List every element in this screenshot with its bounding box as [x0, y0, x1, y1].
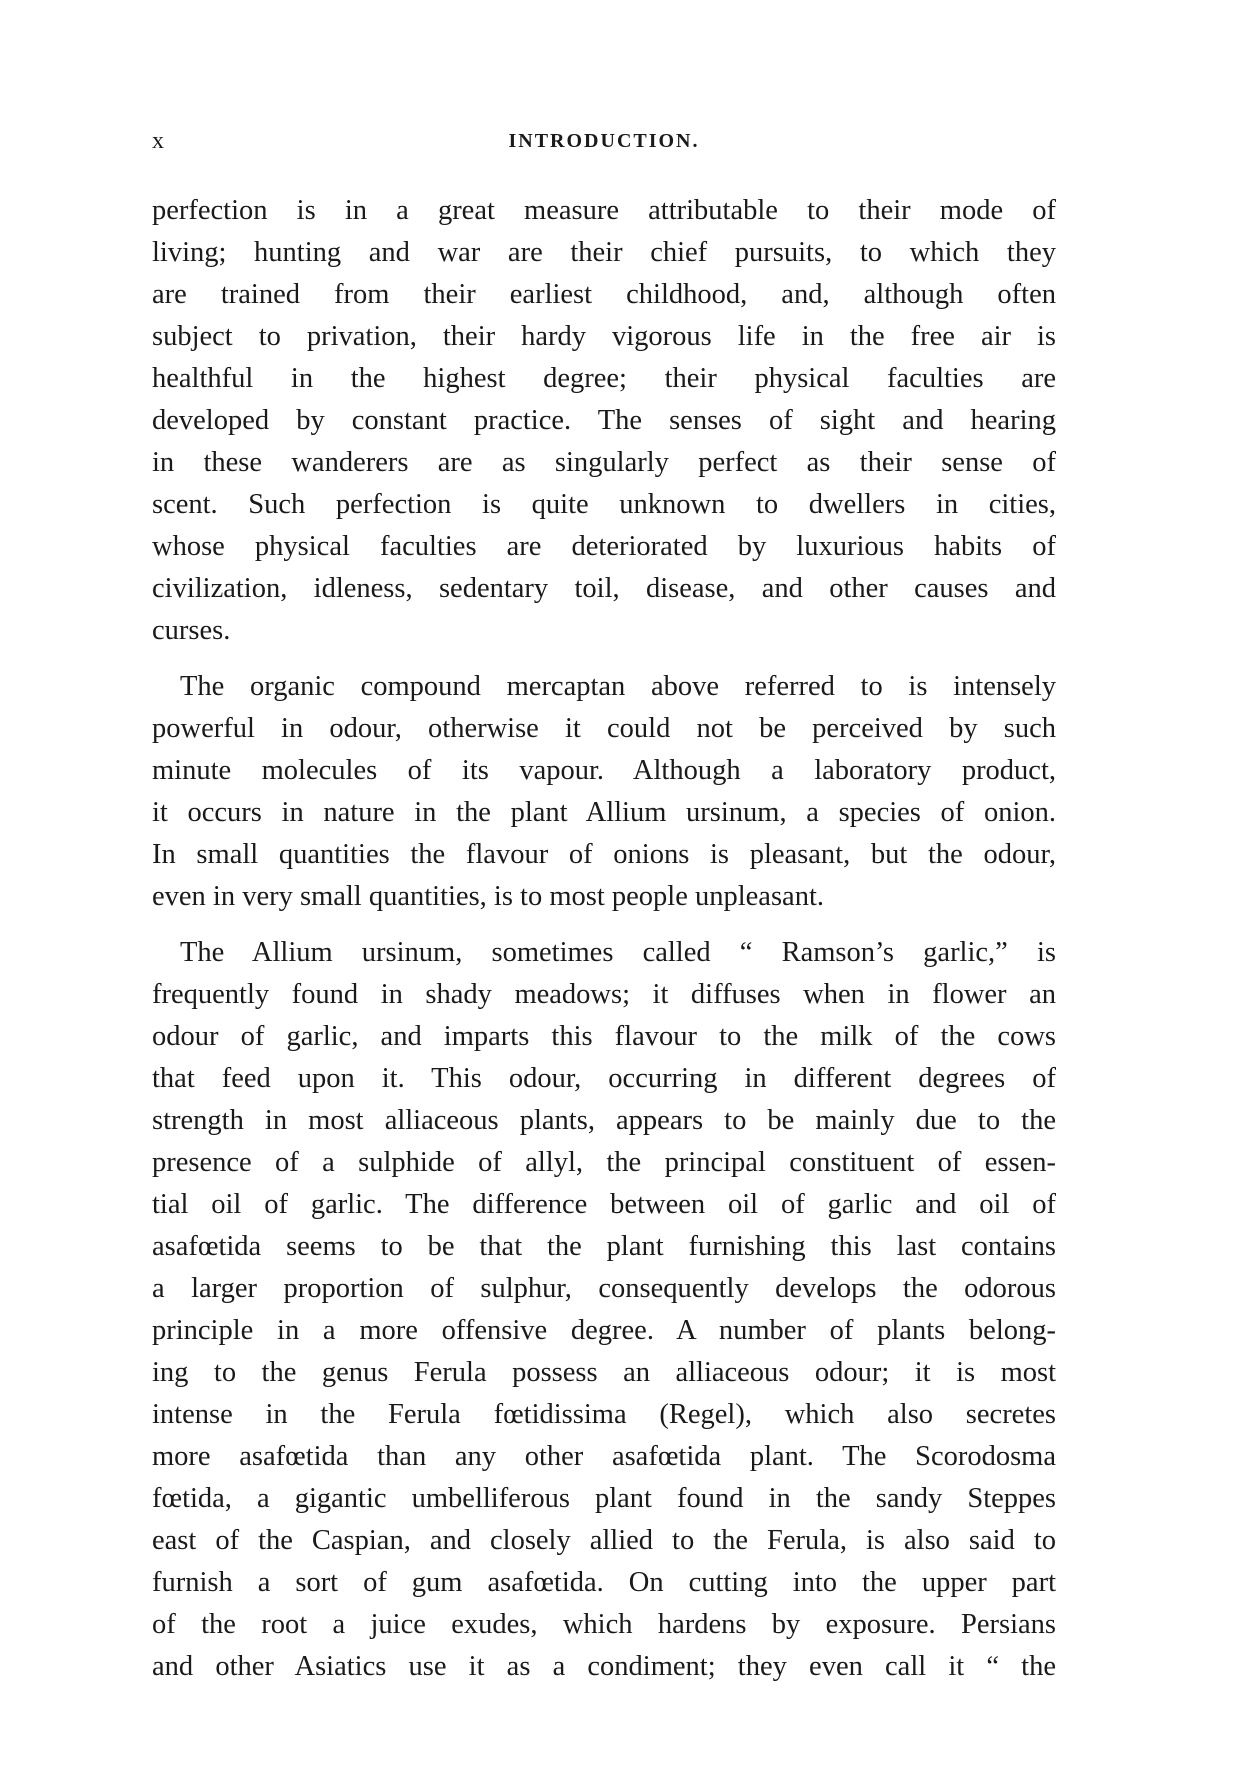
text-line: more asafœtida than any other asafœtida plant. The Scorodosma: [152, 1441, 1056, 1472]
text-line: frequently found in shady meadows; it diffuses when in flower an: [152, 979, 1056, 1010]
page-number: x: [152, 128, 165, 154]
running-head-title: INTRODUCTION.: [508, 130, 700, 152]
text-line: whose physical faculties are deteriorated by luxurious habits of: [152, 531, 1056, 562]
text-line: presence of a sulphide of allyl, the principal constituent of essen-: [152, 1147, 1056, 1178]
text-line: intense in the Ferula fœtidissima (Regel), which also secretes: [152, 1399, 1056, 1430]
text-line: and other Asiatics use it as a condiment; they even call it “ the: [152, 1651, 1056, 1682]
text-line: odour of garlic, and imparts this flavour to the milk of the cows: [152, 1021, 1056, 1052]
text-line: scent. Such perfection is quite unknown to dwellers in cities,: [152, 489, 1056, 520]
paragraph-gap: [152, 652, 1056, 666]
text-line: furnish a sort of gum asafœtida. On cutting into the upper part: [152, 1567, 1056, 1598]
paragraph-1: [152, 190, 1056, 652]
text-line: The Allium ursinum, sometimes called “ Ramson’s garlic,” is: [180, 937, 1056, 968]
text-line: The organic compound mercaptan above referred to is intensely: [180, 671, 1056, 702]
body-text: [152, 190, 1056, 1688]
text-line: minute molecules of its vapour. Although a laboratory product,: [152, 755, 1056, 786]
paragraph-gap: [152, 918, 1056, 932]
text-line: strength in most alliaceous plants, appears to be mainly due to the: [152, 1105, 1056, 1136]
text-line: even in very small quantities, is to most people unpleasant.: [152, 881, 824, 912]
text-line: healthful in the highest degree; their physical faculties are: [152, 363, 1056, 394]
text-line: curses.: [152, 615, 231, 646]
text-line: east of the Caspian, and closely allied to the Ferula, is also said to: [152, 1525, 1056, 1556]
text-line: developed by constant practice. The senses of sight and hearing: [152, 405, 1056, 436]
text-line: perfection is in a great measure attributable to their mode of: [152, 195, 1056, 226]
text-line: tial oil of garlic. The difference between oil of garlic and oil of: [152, 1189, 1056, 1220]
text-line: civilization, idleness, sedentary toil, disease, and other causes and: [152, 573, 1056, 604]
text-line: asafœtida seems to be that the plant furnishing this last contains: [152, 1231, 1056, 1262]
text-line: ing to the genus Ferula possess an alliaceous odour; it is most: [152, 1357, 1056, 1388]
text-line: living; hunting and war are their chief pursuits, to which they: [152, 237, 1056, 268]
text-line: In small quantities the flavour of onions is pleasant, but the odour,: [152, 839, 1056, 870]
text-line: of the root a juice exudes, which hardens by exposure. Persians: [152, 1609, 1056, 1640]
paragraph-2: [152, 666, 1056, 918]
text-line: that feed upon it. This odour, occurring in different degrees of: [152, 1063, 1056, 1094]
running-head: [152, 128, 1056, 162]
text-line: it occurs in nature in the plant Allium ursinum, a species of onion.: [152, 797, 1056, 828]
text-line: in these wanderers are as singularly perfect as their sense of: [152, 447, 1056, 478]
text-line: principle in a more offensive degree. A number of plants belong-: [152, 1315, 1056, 1346]
text-line: powerful in odour, otherwise it could not be perceived by such: [152, 713, 1056, 744]
text-line: subject to privation, their hardy vigorous life in the free air is: [152, 321, 1056, 352]
text-line: a larger proportion of sulphur, consequently develops the odorous: [152, 1273, 1056, 1304]
text-line: fœtida, a gigantic umbelliferous plant found in the sandy Steppes: [152, 1483, 1056, 1514]
paragraph-3: [152, 932, 1056, 1688]
text-line: are trained from their earliest childhood, and, although often: [152, 279, 1056, 310]
